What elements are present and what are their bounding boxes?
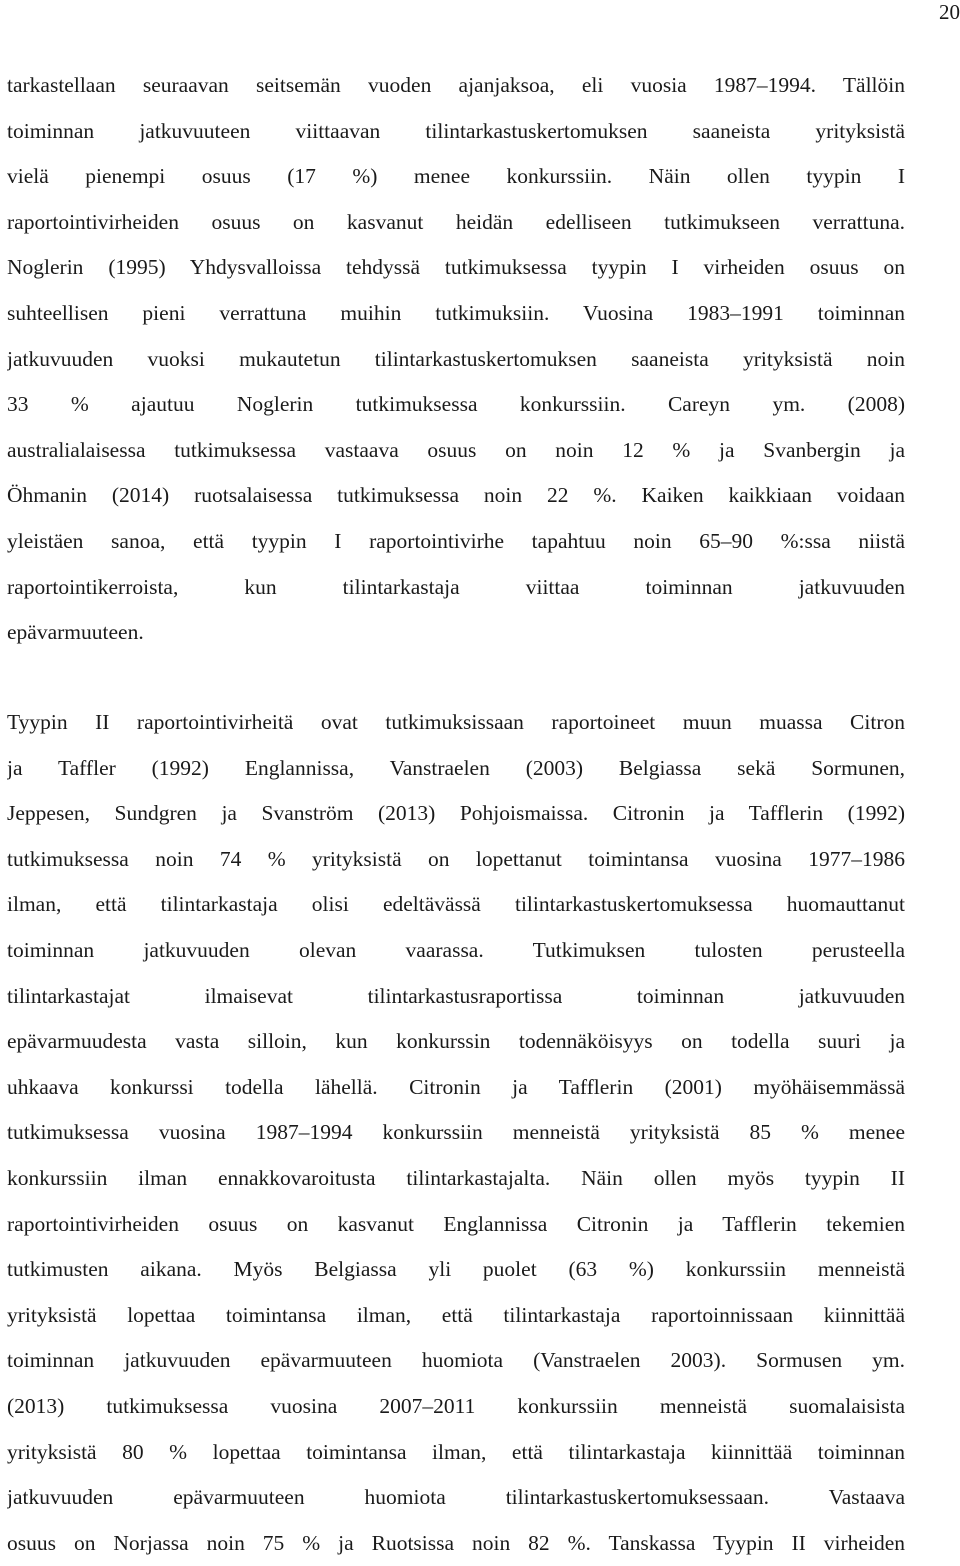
text-line: australialaisessa tutkimuksessa vastaava osuus on noin 12 % ja Svanbergin ja [7, 437, 905, 462]
text-line: toiminnan jatkuvuuden olevan vaarassa. Tutkimuksen tulosten perusteella [7, 937, 905, 962]
text-line: jatkuvuuden vuoksi mukautetun tilintarkastuskertomuksen saaneista yrityksistä noin [7, 346, 905, 371]
text-line: raportointivirheiden osuus on kasvanut Englannissa Citronin ja Tafflerin tekemien [7, 1211, 905, 1236]
text-line: yrityksistä 80 % lopettaa toimintansa ilman, että tilintarkastaja kiinnittää toiminnan [7, 1439, 905, 1464]
text-line: epävarmuuteen. [7, 620, 144, 645]
text-line: toiminnan jatkuvuuden epävarmuuteen huomiota (Vanstraelen 2003). Sormusen ym. [7, 1348, 905, 1373]
text-line: raportointikerroista, kun tilintarkastaja viittaa toiminnan jatkuvuuden [7, 574, 905, 599]
text-line: toiminnan jatkuvuuteen viittaavan tilintarkastuskertomuksen saaneista yrityksistä [7, 118, 905, 143]
text-line: Jeppesen, Sundgren ja Svanström (2013) Pohjoismaissa. Citronin ja Tafflerin (1992) [7, 801, 905, 826]
text-line: uhkaava konkurssi todella lähellä. Citronin ja Tafflerin (2001) myöhäisemmässä [7, 1074, 905, 1099]
text-line: tutkimuksessa vuosina 1987–1994 konkurssiin menneistä yrityksistä 85 % menee [7, 1120, 905, 1145]
text-line: (2013) tutkimuksessa vuosina 2007–2011 konkurssiin menneistä suomalaisista [7, 1393, 905, 1418]
paragraph-type-i-errors [7, 63, 905, 656]
text-line: konkurssiin ilman ennakkovaroitusta tilintarkastajalta. Näin ollen myös tyypin II [7, 1165, 905, 1190]
text-line: suhteellisen pieni verrattuna muihin tutkimuksiin. Vuosina 1983–1991 toiminnan [7, 300, 905, 325]
text-line: yrityksistä lopettaa toimintansa ilman, että tilintarkastaja raportoinnissaan kiinnittää [7, 1302, 905, 1327]
text-line: tutkimuksessa noin 74 % yrityksistä on lopettanut toimintansa vuosina 1977–1986 [7, 846, 905, 871]
text-line: epävarmuudesta vasta silloin, kun konkurssin todennäköisyys on todella suuri ja [7, 1029, 905, 1054]
text-line: tutkimusten aikana. Myös Belgiassa yli puolet (63 %) konkurssiin menneistä [7, 1257, 905, 1282]
text-line: vielä pienempi osuus (17 %) menee konkurssiin. Näin ollen tyypin I [7, 164, 905, 189]
page-number: 20 [939, 0, 960, 24]
text-line: ja Taffler (1992) Englannissa, Vanstraelen (2003) Belgiassa sekä Sormunen, [7, 755, 905, 780]
text-line: yleistäen sanoa, että tyypin I raportointivirhe tapahtuu noin 65–90 %:ssa niistä [7, 528, 905, 553]
text-line: Noglerin (1995) Yhdysvalloissa tehdyssä tutkimuksessa tyypin I virheiden osuus on [7, 255, 905, 280]
text-line: 33 % ajautuu Noglerin tutkimuksessa konkurssiin. Careyn ym. (2008) [7, 392, 905, 417]
text-line: raportointivirheiden osuus on kasvanut heidän edelliseen tutkimukseen verrattuna. [7, 209, 905, 234]
text-line: osuus on Norjassa noin 75 % ja Ruotsissa noin 82 %. Tanskassa Tyypin II virheiden [7, 1530, 905, 1555]
text-line: jatkuvuuden epävarmuuteen huomiota tilintarkastuskertomuksessaan. Vastaava [7, 1485, 905, 1510]
text-line: tarkastellaan seuraavan seitsemän vuoden ajanjaksoa, eli vuosia 1987–1994. Tällöin [7, 73, 905, 97]
text-line: tilintarkastajat ilmaisevat tilintarkastusraportissa toiminnan jatkuvuuden [7, 983, 905, 1008]
text-line: Öhmanin (2014) ruotsalaisessa tutkimuksessa noin 22 %. Kaiken kaikkiaan voidaan [7, 483, 905, 508]
paragraph-type-ii-errors [7, 700, 905, 1566]
text-line: ilman, että tilintarkastaja olisi edeltävässä tilintarkastuskertomuksessa huomauttanut [7, 892, 905, 917]
text-line: Tyypin II raportointivirheitä ovat tutkimuksissaan raportoineet muun muassa Citron [7, 710, 905, 734]
